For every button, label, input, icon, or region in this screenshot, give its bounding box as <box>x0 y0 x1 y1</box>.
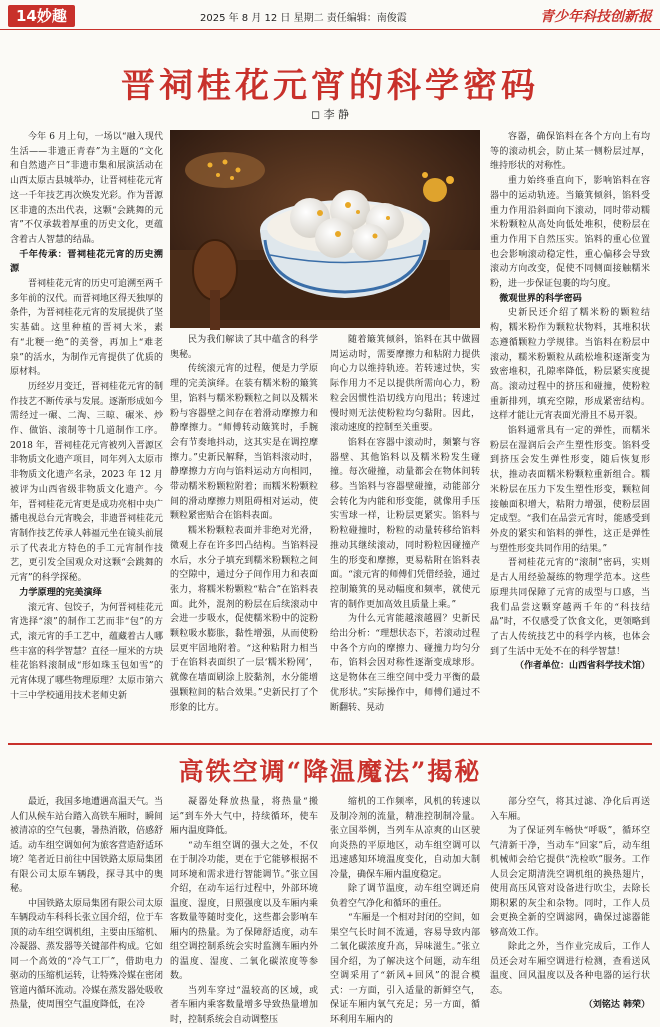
paragraph: 凝器处释放热量，将热量“搬运”到车外大气中，持续循环，使车厢内温度降低。 <box>170 795 318 839</box>
article1-column-2 <box>170 333 318 738</box>
paragraph: 随着簸箕倾斜，馅料在其中做圆周运动时，需要摩擦力和粘附力提供向心力以维持轨迹。若转速过快，实际作用力不足以提供所需向心力，粉粒会因惯性沿切线方向甩出；转速过慢时则无法使粉粒均匀黏附。因此，滚动速度的控制至关重要。 <box>330 333 480 436</box>
subheading: 千年传承：晋祠桂花元宵的历史溯源 <box>10 248 163 277</box>
paragraph: 糯米粉颗粒表面并非绝对光滑，微观上存在许多凹凸结构。当馅料浸水后，水分子填充到糯米粉颗粒之间的空隙中，通过分子间作用力和表面张力，将糯米粉颗粒“粘合”在馅料表面。此外，混剂的粉层在后续滚动中会进一步吸水，促使糯米粉中的淀粉颗粒吸水膨胀，黏性增强，从而使粉层更牢固地附着。“这种粘附力相当于在馅料表面织了一层‘糯米粉网’，就像在墙面刷涂上胶黏剂，水分能增强颗粒间的粘合效果。”史新民打了个形象的比方。 <box>170 524 318 715</box>
paragraph: 历经岁月变迁，晋祠桂花元宵的制作技艺不断传承与发展。逐渐形成如今需经过一碾、二淘、三晾、碾米、炒作、做馅、滚制等十几道制作工序。2018 年，晋祠桂花元宵被列入晋源区非物质文化遗产项目，同年列入太原市非物质文化遗产名录，2023 年 12 月被评为山西省级非物质文化遗产。今年，晋祠桂花元宵更是成功亮相中央广播电视总台元宵晚会，非遗晋祠桂花元宵制作技艺传承人韩福元坐在镜头前展示了代表北方特色的手工元宵制作技艺，更引发全国观众对这颗“会跳舞的元宵”的科学探秘。 <box>10 380 163 586</box>
paragraph: “车厢是一个相对封闭的空间，如果空气长时间不流通，容易导致内部二氧化碳浓度升高，异味滋生。”张立国介绍，为了解决这个问题，动车组空调采用了“新风+回风”的混合模式：一方面，引入适量的新鲜空气，保证车厢内氧气充足；另一方面，循环利用车厢内的 <box>330 911 480 1027</box>
article2-title: 高铁空调“降温魔法”揭秘 <box>0 752 660 788</box>
paragraph: 最近，我国多地遭遇高温天气。当人们从候车站台踏入高铁车厢时，瞬间被清凉的空气包裹，暑热消散，倍感舒适。动车组空调如何为旅客营造舒适环境？笔者近日前往中国铁路太原局集团有限公司太原车辆段，探寻其中的奥秘。 <box>10 795 163 897</box>
paragraph: 滚元宵、包饺子，为何晋祠桂花元宵选择“滚”的制作工艺而非“包”的方式，滚元宵的手工艺中，蕴藏着古人哪些丰富的科学智慧？直径一厘米的方块桂花馅料滚制成“形如珠玉包如雪”的元宵体现了哪些物理原理？太原市第六十三中学校通用技术老师史新 <box>10 601 163 704</box>
article1-column-3 <box>330 333 480 738</box>
page-header <box>0 0 660 30</box>
paragraph: 重力始终垂直向下，影响馅料在容器中的运动轨迹。当簸箕倾斜，馅料受重力作用沿斜面向下滚动，同时带动糯米粉颗粒从高处向低处堆积，使粉层在重力作用下自然压实。馅料的重心位置也会影响滚动稳定性，重心偏移会导致滚动方向改变，促使不同侧面接触糯米粉，进一步保证包裹的均匀度。 <box>490 174 650 292</box>
article2-column-4 <box>490 795 650 980</box>
paragraph: 传统滚元宵的过程，便是力学原理的完美演绎。在装有糯米粉的簸箕里，馅料与糯米粉颗粒之间以及糯米粉与容器壁之间存在着滑动摩擦力和静摩擦力。“师傅转动簸箕时，手腕会有节奏地抖动，这其实是在调控摩擦力。”史新民解释，当馅料滚动时，静摩擦力方向与馅料运动方向相同，带动糯米粉颗粒附着；而糯米粉颗粒间的滑动摩擦力则阻碍相对运动，使颗粒紧密贴合在馅料表面。 <box>170 362 318 524</box>
yuanxiao-photo <box>170 130 480 328</box>
paragraph: 容器，确保馅料在各个方向上有均等的滚动机会，防止某一侧粉层过厚，维持形状的对称性。 <box>490 130 650 174</box>
paragraph: 除此之外，当作业完成后，工作人员还会对车厢空调进行检测，查看送风温度、回风温度以及各种电器的运行状态。 <box>490 940 650 998</box>
section-divider <box>8 743 652 745</box>
article1-column-4 <box>490 130 650 738</box>
page-section-tag: 14妙趣 <box>8 5 75 27</box>
subheading: 微观世界的科学密码 <box>490 292 650 307</box>
paragraph: 为什么元宵能越滚越圆？史新民给出分析：“理想状态下，若滚动过程中各个方向的摩擦力、碰撞力均匀分布，馅料会因对称性逐渐变成球形。这是物体在三维空间中受力平衡的最优形状。”实际操作中，师傅们通过不断翻转、晃动 <box>330 612 480 715</box>
paragraph: 部分空气，将其过滤、净化后再送入车厢。 <box>490 795 650 824</box>
article2-column-2 <box>170 795 318 980</box>
subheading: 力学原理的完美演绎 <box>10 586 163 601</box>
paragraph: 中国铁路太原局集团有限公司太原车辆段动车科科长张立国介绍，位于车顶的动车组空调机组，主要由压缩机、冷凝器、蒸发器等关键部件构成。它如同一个高效的“冷气工厂”，借助电力驱动的压缩机运转，让特殊冷媒在密闭管道内循环流动。冷媒在蒸发器处吸收热量，使周围空气温度降低，在冷 <box>10 897 163 1013</box>
author-note: （刘铭达 韩荣） <box>490 998 650 1013</box>
paragraph: 馅料通常具有一定的弹性，而糯米粉层在湿润后会产生塑性形变。馅料受到挤压会发生弹性形变，随后恢复形状，推动表面糯米粉颗粒重新组合。糯米粉层在压力下发生塑性形变，颗粒间接触面积增大，粘附力增强，使粉层固定成型。“我们在品尝元宵时，能感受到外皮的紧实和馅料的弹性，这正是弹性与塑性形变共同作用的结果。” <box>490 424 650 556</box>
paragraph: “动车组空调的强大之处，不仅在于制冷功能，更在于它能够根据不同环境和需求进行智能调节。”张立国介绍，在动车运行过程中，外部环境温度、湿度，日照强度以及车厢内乘客数量等随时变化，这些都会影响车厢内的热量。为了保障舒适度，动车组空调控制系统会实时监测车厢内外的温度、湿度、二氧化碳浓度等参数。 <box>170 839 318 984</box>
article1-column-1 <box>10 130 163 738</box>
paragraph: 晋祠桂花元宵的“滚制”密码，实则是古人用经验凝练的物理学范本。这些原理共同保障了元宵的成型与口感，当我们品尝这颗穿越两千年的“科技结晶”时，不仅感受了饮食文化，更领略到了古人传统技艺中的科学内核，也体会到了生活中无处不在的科学智慧！ <box>490 556 650 659</box>
paragraph: 民为我们解读了其中蕴含的科学奥秘。 <box>170 333 318 362</box>
article-title: 晋祠桂花元宵的科学密码 <box>0 58 660 107</box>
paragraph: 今年 6 月上旬，一场以“融入现代生活——非遗正青春”为主题的“文化和自然遗产日”非遗市集和展演活动在山西太原古县城举办，让晋祠桂花元宵这一千年技艺再次焕发光彩。作为晋源区非遗的杰出代表，这颗“会跳舞的元宵”不仅承载着厚重的历史文化，更蕴含着古人智慧的结晶。 <box>10 130 163 248</box>
article2-column-1 <box>10 795 163 980</box>
author-note: （作者单位：山西省科学技术馆） <box>490 659 650 674</box>
paragraph: 晋祠桂花元宵的历史可追溯至两千多年前的汉代。而晋祠地区得天独厚的条件，为晋祠桂花元宵的发展提供了坚实基础。这里种植的晋祠大米，素有“北粳一绝”的美誉，再加上“难老泉”的活水，为制作元宵提供了优质的原材料。 <box>10 277 163 380</box>
paragraph: 为了保证列车畅快“呼吸”，循环空气清新干净，当动车“回家”后，动车组机械师会给它提供“洗检吹”服务。工作人员会定期清洗空调机组的换热翅片，使用高压风管对设备进行吹尘，去除长期积累的灰尘和杂物。同时，工作人员会更换全新的空调滤网，确保过滤器能够高效工作。 <box>490 824 650 940</box>
paragraph: 馅料在容器中滚动时，频繁与容器壁、其他馅料以及糯米粉发生碰撞。每次碰撞，动量都会在物体间转移。当馅料与容器壁碰撞，动能部分会转化为内能和形变能，就像用手压实雪球一样，让粉层更紧实。馅料与粉粒碰撞时，粉粒的动量转移给馅料推动其继续滚动，同时粉粒因碰撞产生的形变和摩擦，更易粘附在馅料表面。“滚元宵的师傅们凭借经验，通过控制簸箕的晃动幅度和频率，就使元宵的制作更加高效且质量上乘。” <box>330 436 480 612</box>
newspaper-brand: 青少年科技创新报 <box>540 6 652 26</box>
paragraph: 史新民还介绍了糯米粉的颗粒结构，糯米粉作为颗粒状物料，其堆积状态遵循颗粒力学规律。当馅料在粉层中滚动，糯米粉颗粒从疏松堆积逐渐变为致密堆积，孔隙率降低，粉层紧实度提高。滚动过程中的挤压和碰撞，使粉粒重新排列，填充空隙，形成紧密结构。这样才能让元宵表面光滑且不易开裂。 <box>490 306 650 424</box>
paragraph: 缩机的工作频率，风机的转速以及制冷剂的流量，精准控制制冷量。张立国举例，当列车从凉爽的山区驶向炎热的平原地区，动车组空调可以迅速感知环境温度变化，自动加大制冷量，确保车厢内温度稳定。 <box>330 795 480 882</box>
article-author: ◻ 李 静 <box>0 106 660 122</box>
paragraph: 除了调节温度，动车组空调还肩负着空气净化和循环的重任。 <box>330 882 480 911</box>
article2-column-3 <box>330 795 480 980</box>
date-editor-line: 2025 年 8 月 12 日 星期二 责任编辑：南俊霞 <box>200 9 407 24</box>
paragraph: 当列车穿过“温较高的区域，或者车厢内乘客数量增多导致热量增加时，控制系统会自动调整压 <box>170 984 318 1027</box>
